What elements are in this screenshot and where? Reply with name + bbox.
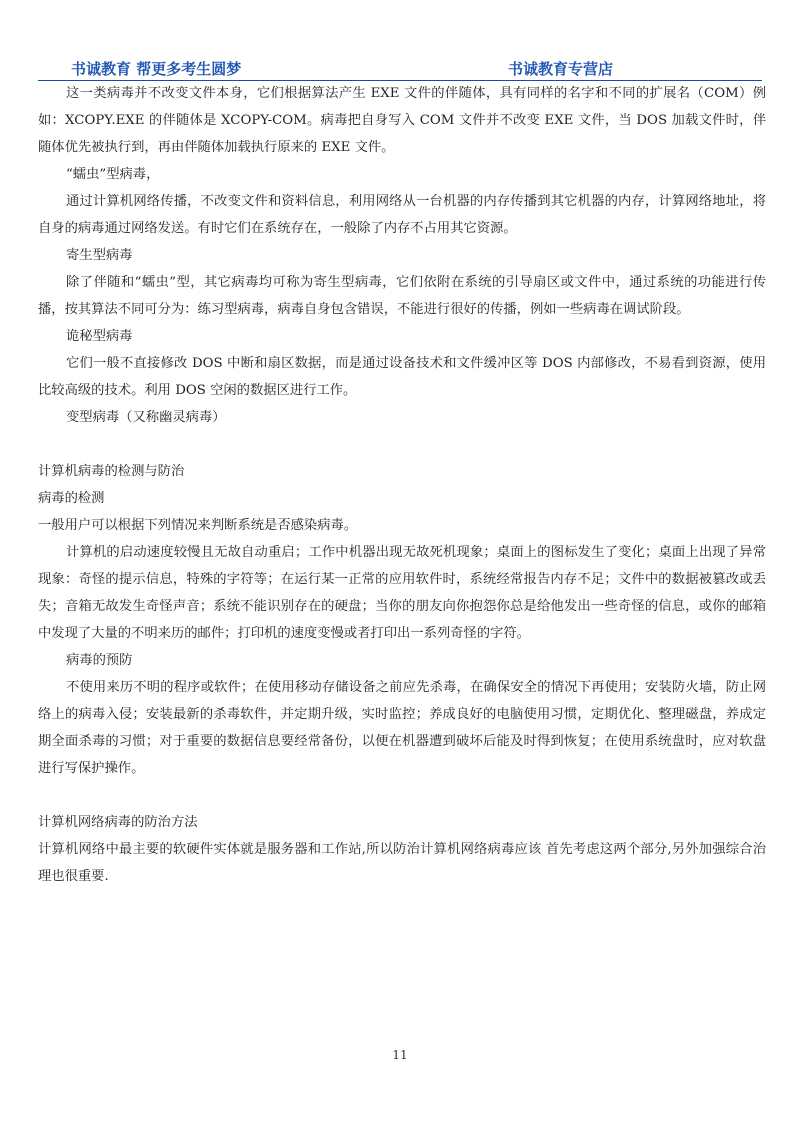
paragraph-network: 计算机网络中最主要的软硬件实体就是服务器和工作站,所以防治计算机网络病毒应该 首先考虑这两个部分,另外加强综合治理也很重要. <box>38 842 766 884</box>
spacer <box>38 782 766 809</box>
heading-parasitic-virus: 寄生型病毒 <box>66 248 133 263</box>
section-title-detection: 计算机病毒的检测与防治 <box>38 464 185 479</box>
paragraph-stealth-virus: 它们一般不直接修改 DOS 中断和扇区数据，而是通过设备技术和文件缓冲区等 DOS 内部修改，不易看到资源，使用比较高级的技术。利用 DOS 空闲的数据区进行工作。 <box>38 356 766 398</box>
header-right-text: 书诚教育专营店 <box>508 60 614 78</box>
paragraph-detection-intro: 一般用户可以根据下列情况来判断系统是否感染病毒。 <box>38 518 358 533</box>
paragraph-companion-virus: 这一类病毒并不改变文件本身，它们根据算法产生 EXE 文件的伴随体，具有同样的名字和不同的扩展名（COM）例如：XCOPY.EXE 的伴随体是 XCOPY-COM。病毒把自身写入 COM 文件并不改变 EXE 文件，当 DOS 加载文件时，伴随体优先被执行到，再由伴随体加载执行原来的 EXE 文件。 <box>38 86 766 155</box>
heading-prevention: 病毒的预防 <box>66 653 133 668</box>
document-body <box>38 80 766 890</box>
section-title-network: 计算机网络病毒的防治方法 <box>38 815 198 830</box>
heading-worm-virus: “蠕虫”型病毒， <box>66 167 160 182</box>
subsection-title-detection: 病毒的检测 <box>38 491 105 506</box>
heading-mutant-virus: 变型病毒（又称幽灵病毒） <box>66 410 226 425</box>
paragraph-prevention: 不使用来历不明的程序或软件；在使用移动存储设备之前应先杀毒，在确保安全的情况下再使用；安装防火墙，防止网络上的病毒入侵；安装最新的杀毒软件，并定期升级，实时监控；养成良好的电脑使用习惯，定期优化、整理磁盘，养成定期全面杀毒的习惯；对于重要的数据信息要经常备份，以便在机器遭到破坏后能及时得到恢复；在使用系统盘时，应对软盘进行写保护操作。 <box>38 680 766 776</box>
paragraph-symptoms: 计算机的启动速度较慢且无故自动重启；工作中机器出现无故死机现象；桌面上的图标发生了变化；桌面上出现了异常现象：奇怪的提示信息，特殊的字符等；在运行某一正常的应用软件时，系统经常报告内存不足；文件中的数据被篡改或丢失；音箱无故发生奇怪声音；系统不能识别存在的硬盘；当你的朋友向你抱怨你总是给他发出一些奇怪的信息，或你的邮箱中发现了大量的不明来历的邮件；打印机的速度变慢或者打印出一系列奇怪的字符。 <box>38 545 766 641</box>
page-number: 11 <box>392 1048 408 1062</box>
paragraph-worm-virus: 通过计算机网络传播，不改变文件和资料信息，利用网络从一台机器的内存传播到其它机器的内存，计算网络地址，将自身的病毒通过网络发送。有时它们在系统存在，一般除了内存不占用其它资源。 <box>38 194 766 236</box>
heading-stealth-virus: 诡秘型病毒 <box>66 329 133 344</box>
spacer <box>38 431 766 458</box>
header-left-text: 书诚教育 帮更多考生圆梦 <box>71 60 242 78</box>
page-header <box>38 56 762 81</box>
paragraph-parasitic-virus: 除了伴随和“蠕虫”型，其它病毒均可称为寄生型病毒，它们依附在系统的引导扇区或文件中，通过系统的功能进行传播，按其算法不同可分为：练习型病毒，病毒自身包含错误，不能进行很好的传播，例如一些病毒在调试阶段。 <box>38 275 766 317</box>
